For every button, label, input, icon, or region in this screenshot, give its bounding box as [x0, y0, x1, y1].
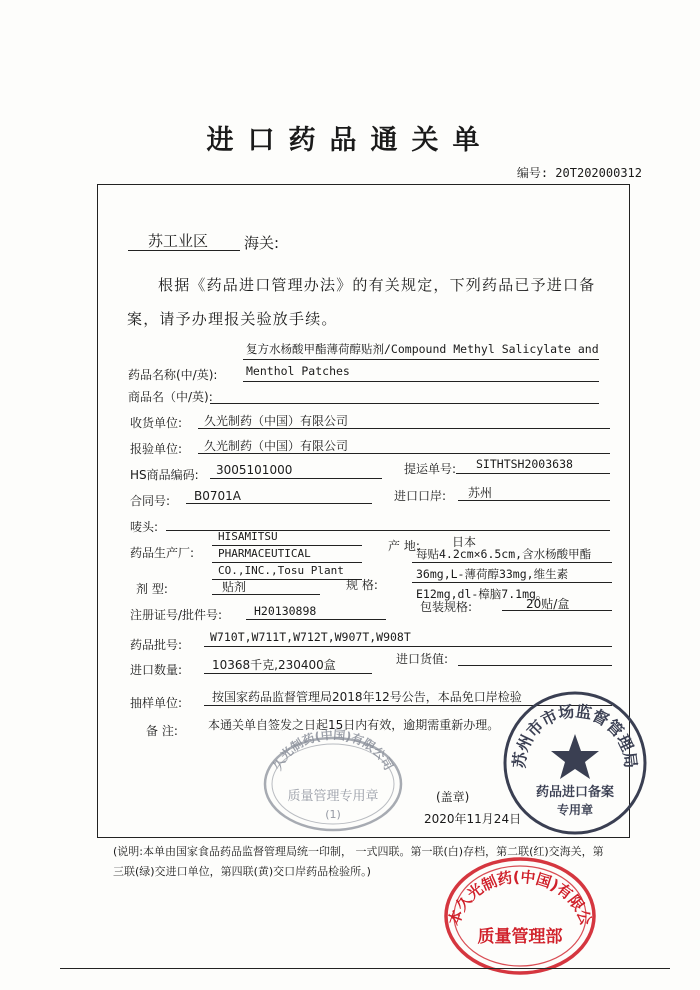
dosage-label: 剂 型: — [136, 582, 168, 596]
manufacturer-line3: CO.,INC.,Tosu Plant — [218, 564, 344, 577]
inspection-unit-value: 久光制药（中国）有限公司 — [204, 439, 349, 453]
company-stamp-number: (1) — [325, 808, 341, 821]
company-stamp-center: 质量管理专用章 — [287, 789, 379, 804]
consignee-value: 久光制药（中国）有限公司 — [204, 414, 349, 428]
hs-code-underline — [210, 478, 382, 479]
contract-no-underline — [186, 503, 372, 504]
origin-label: 产 地: — [388, 539, 420, 553]
port-value: 苏州 — [468, 486, 493, 500]
red-stamp-center: 质量管理部 — [477, 927, 563, 947]
drug-name-underline2 — [243, 381, 599, 382]
document-title: 进口药品通关单 — [206, 125, 494, 156]
document-number — [517, 164, 642, 181]
drug-name-underline1 — [243, 359, 599, 360]
package-value: 20贴/盒 — [526, 597, 570, 611]
sampling-value: 按国家药品监督管理局2018年12号公告，本品免口岸检验 — [212, 690, 522, 704]
page-bottom-rule — [60, 968, 670, 969]
sampling-label: 抽样单位: — [130, 696, 183, 710]
seal-star-icon — [551, 734, 599, 779]
dosage-underline — [212, 594, 320, 595]
reg-no-label: 注册证号/批件号: — [130, 608, 223, 622]
customs-underline — [128, 250, 240, 251]
footnote-line2: 三联(绿)交进口单位，第四联(黄)交口岸药品检验所。) — [113, 865, 371, 878]
trade-name-label: 商品名（中/英): — [128, 390, 213, 404]
trade-name-underline — [210, 403, 599, 404]
company-quality-stamp — [258, 722, 408, 832]
red-stamp-ring-text: 本久光制药(中国)有限公 — [444, 867, 596, 928]
consignee-underline — [198, 428, 610, 429]
manufacturer-underline2 — [212, 562, 362, 563]
contract-no-value: B0701A — [194, 489, 241, 503]
reg-no-value: H20130898 — [254, 604, 317, 618]
authority-seal-line2: 专用章 — [556, 803, 594, 817]
doc-number-label: 编号: — [516, 166, 549, 180]
authority-seal — [500, 688, 650, 838]
hs-code-value: 3005101000 — [216, 463, 293, 477]
footnote-line1: (说明:本单由国家食品药品监督管理局统一印制， 一式四联。第一联(白)存档，第二联(红)交海关，第 — [113, 845, 604, 858]
marks-label: 唛头: — [130, 520, 159, 534]
reg-no-underline — [246, 619, 386, 620]
quantity-label: 进口数量: — [130, 663, 183, 677]
contract-no-label: 合同号: — [130, 494, 171, 508]
manufacturer-underline1 — [212, 545, 362, 546]
bill-no-value: SITHTSH2003638 — [476, 457, 573, 471]
inspection-unit-label: 报验单位: — [130, 442, 183, 456]
batch-no-value: W710T,W711T,W712T,W907T,W908T — [210, 630, 411, 644]
doc-number-value: 20T202000312 — [555, 166, 642, 180]
manufacturer-label: 药品生产厂: — [130, 546, 195, 560]
spec-line3: E12mg,dl-樟脑7.1mg。 — [416, 587, 548, 601]
consignee-label: 收货单位: — [130, 416, 183, 430]
customs-name: 苏工业区 — [148, 232, 209, 250]
spec-underline1 — [412, 562, 612, 563]
red-quality-dept-stamp — [440, 846, 600, 976]
issue-date: 2020年11月24日 — [424, 812, 522, 826]
batch-no-label: 药品批号: — [130, 638, 183, 652]
drug-name-line1: 复方水杨酸甲酯薄荷醇贴剂/Compound Methyl Salicylate and — [246, 342, 599, 356]
customs-suffix: 海关: — [244, 234, 280, 252]
drug-name-label: 药品名称(中/英): — [128, 368, 218, 382]
spec-line1: 每贴4.2cm×6.5cm,含水杨酸甲酯 — [416, 547, 592, 561]
package-underline — [502, 610, 612, 611]
remarks-value: 本通关单自签发之日起15日内有效，逾期需重新办理。 — [208, 718, 500, 732]
dosage-value: 贴剂 — [222, 580, 247, 594]
spec-underline2 — [412, 582, 612, 583]
seal-label: (盖章) — [436, 790, 470, 804]
quantity-value: 10368千克,230400盒 — [212, 658, 336, 672]
drug-name-line2: Menthol Patches — [246, 364, 350, 378]
bill-no-label: 提运单号: — [404, 462, 457, 476]
authority-seal-line1: 药品进口备案 — [535, 785, 615, 800]
company-stamp-ring-text: 久光制药(中国)有限公司 — [270, 727, 396, 773]
svg-text:久光制药(中国)有限公司 — [269, 727, 396, 773]
manufacturer-line1: HISAMITSU — [218, 530, 278, 543]
spec-line2: 36mg,L-薄荷醇33mg,维生素 — [416, 567, 569, 581]
batch-no-underline — [204, 646, 612, 647]
origin-value: 日本 — [452, 535, 477, 549]
intro-paragraph-line2: 案，请予办理报关验放手续。 — [127, 310, 338, 328]
intro-paragraph-line1: 根据《药品进口管理办法》的有关规定，下列药品已予进口备 — [158, 276, 596, 294]
hs-code-label: HS商品编码: — [130, 468, 199, 482]
port-underline — [458, 500, 610, 501]
value-underline — [458, 665, 612, 666]
value-label: 进口货值: — [396, 652, 449, 666]
authority-seal-ring-text: 苏州市市场监督管理局 — [509, 701, 641, 770]
quantity-underline — [204, 673, 372, 674]
port-label: 进口口岸: — [394, 489, 447, 503]
bill-no-underline — [456, 473, 610, 474]
package-label: 包装规格: — [420, 600, 473, 614]
inspection-unit-underline — [198, 453, 610, 454]
remarks-label: 备 注: — [146, 724, 178, 738]
manufacturer-line2: PHARMACEUTICAL — [218, 547, 311, 560]
spec-label: 规 格: — [346, 578, 378, 592]
